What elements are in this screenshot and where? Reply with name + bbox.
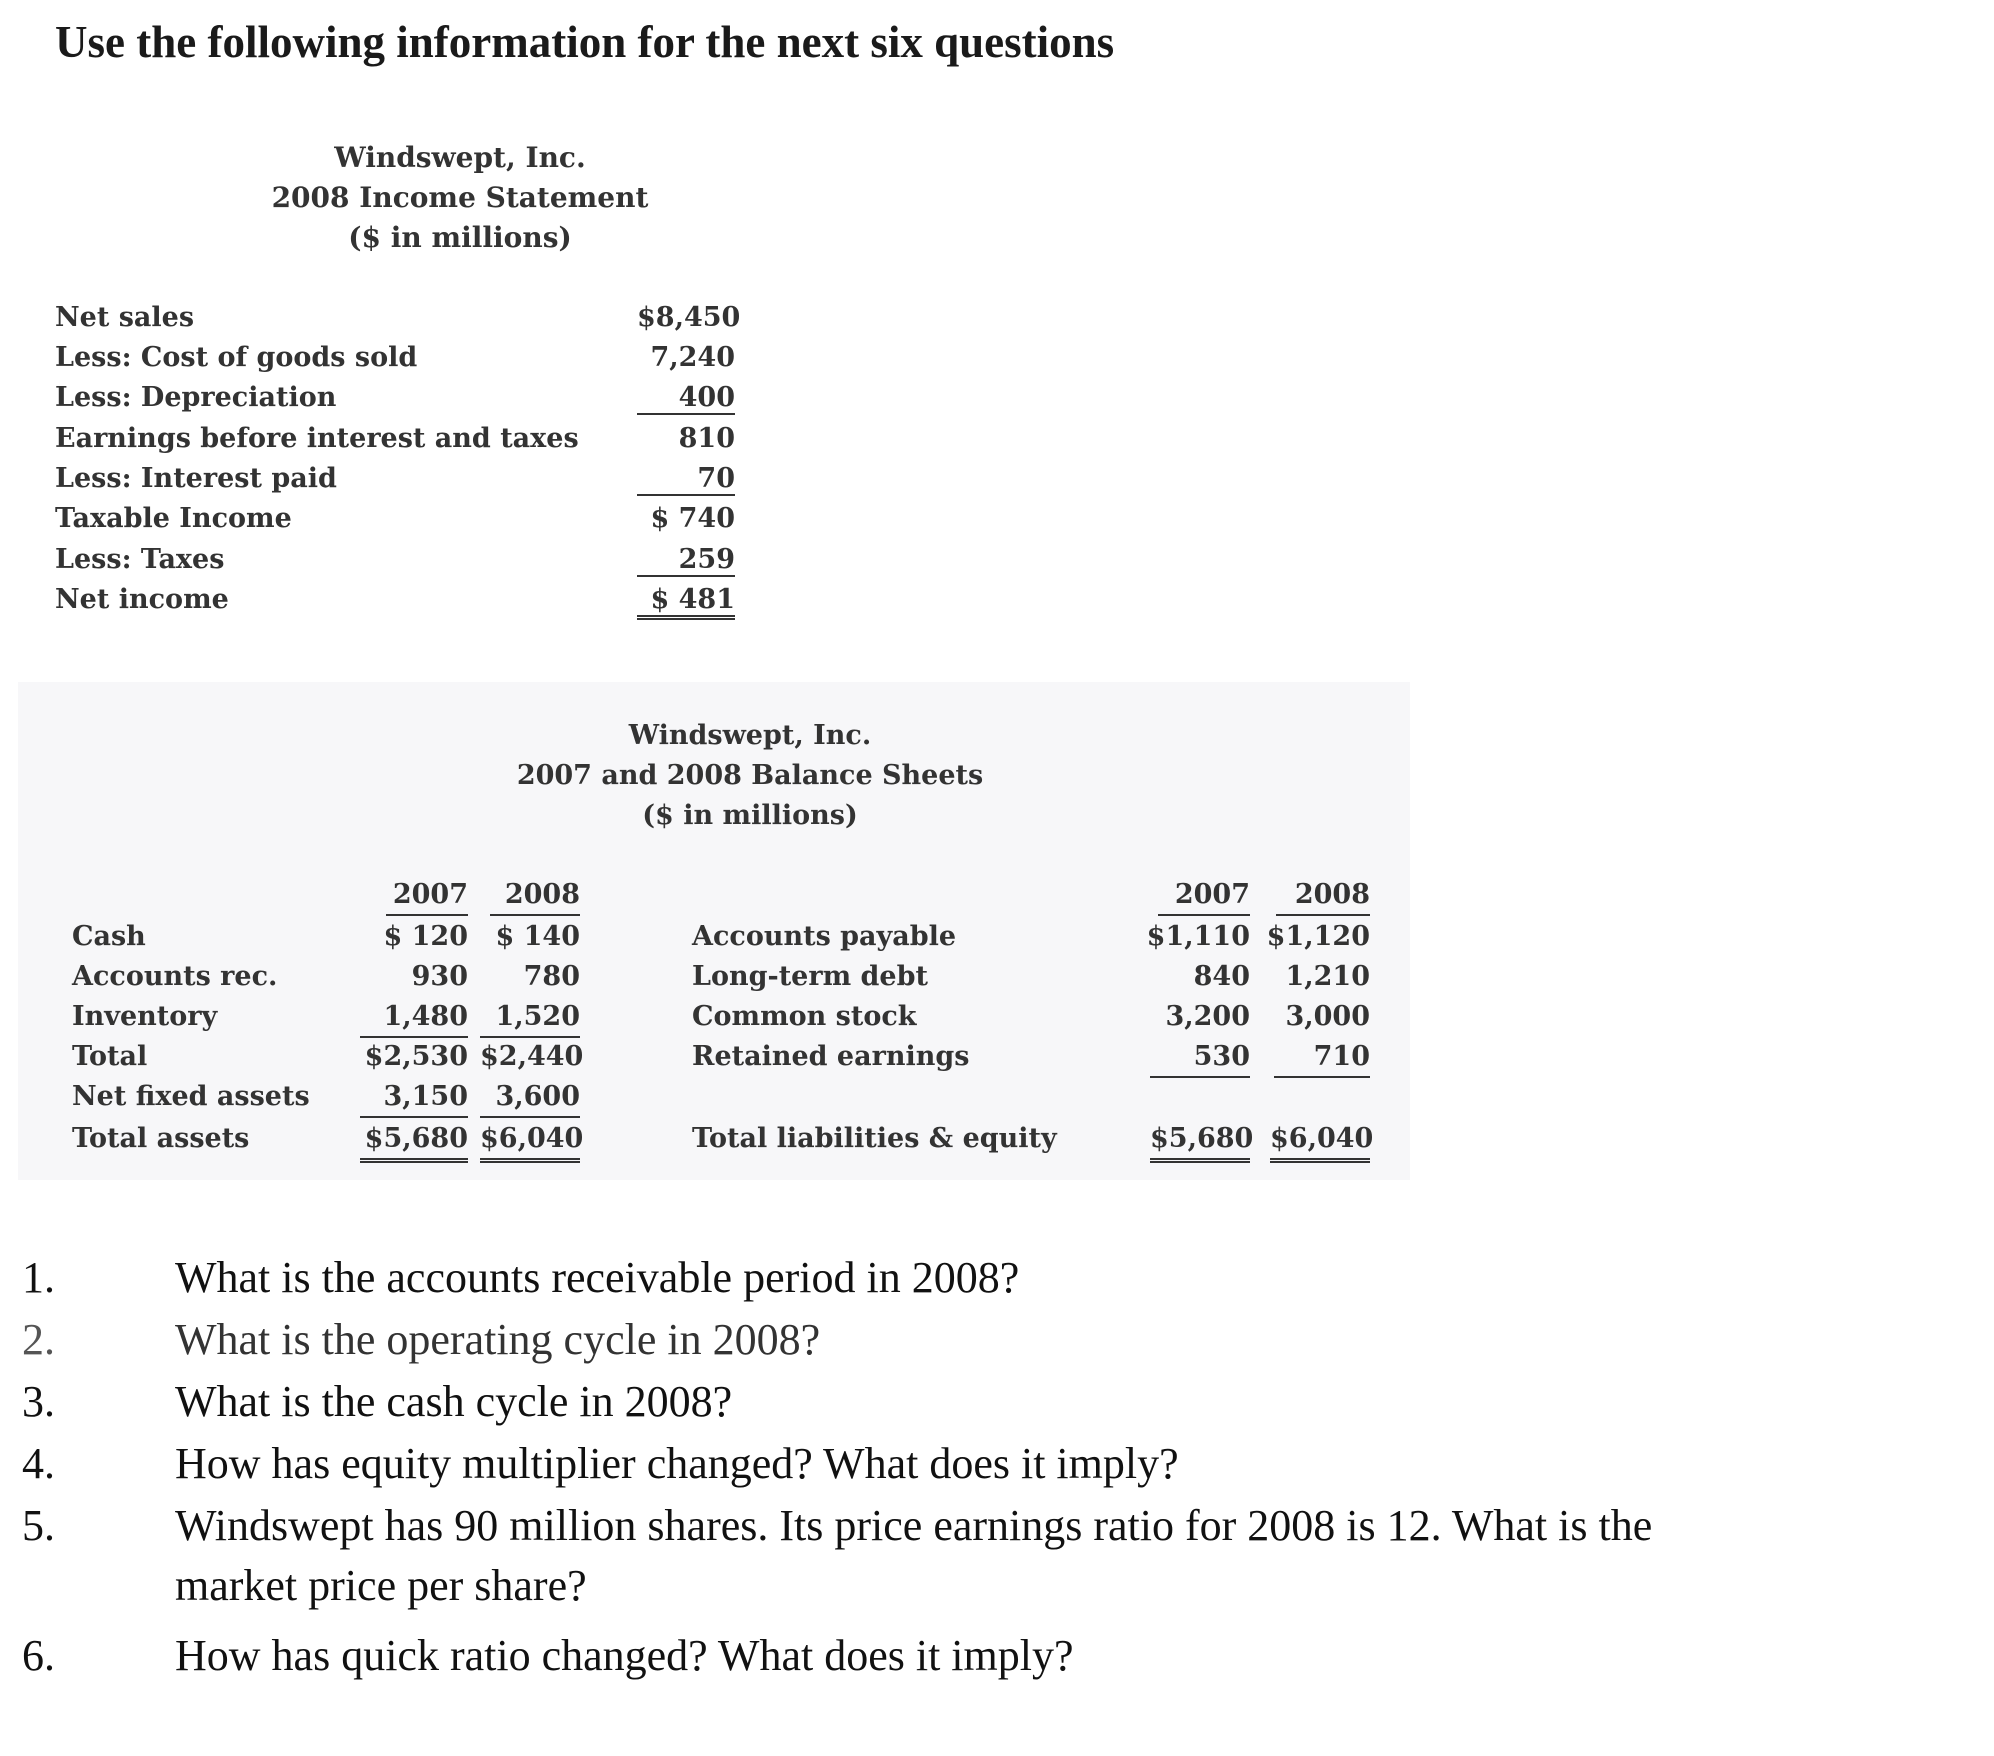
asset-value-2007: $2,530 (364, 1041, 468, 1072)
income-row-label: Less: Depreciation (55, 382, 337, 413)
income-row-value: 70 (637, 463, 735, 496)
asset-value-2007: 3,150 (360, 1078, 468, 1118)
income-row (55, 423, 735, 463)
liabilities-year-header: 2007 (1158, 876, 1250, 916)
liability-label: Accounts payable (692, 921, 957, 952)
asset-label: Net fixed assets (72, 1081, 310, 1112)
income-row-label: Earnings before interest and taxes (55, 423, 579, 454)
income-row-value: 400 (637, 382, 735, 415)
asset-label: Accounts rec. (72, 961, 278, 992)
asset-value-2008: $2,440 (480, 1041, 584, 1072)
asset-value-2007: $ 120 (383, 921, 468, 952)
balance-sheet-units: ($ in millions) (642, 800, 858, 831)
asset-label: Inventory (72, 1001, 218, 1032)
question-number: 2. (22, 1315, 55, 1364)
liability-value-2007: 530 (1150, 1038, 1250, 1078)
income-row-value: $ 740 (650, 503, 735, 534)
question-number: 5. (22, 1501, 55, 1550)
assets-year-header: 2007 (386, 876, 468, 916)
asset-value-2007: 1,480 (360, 998, 468, 1038)
income-row-label: Less: Interest paid (55, 463, 337, 494)
income-row (55, 503, 735, 543)
income-row (55, 544, 735, 584)
asset-value-2007: $5,680 (360, 1120, 468, 1163)
balance-sheet-company: Windswept, Inc. (628, 720, 872, 751)
income-row-label: Net income (55, 584, 229, 615)
liability-value-2007: 840 (1193, 961, 1250, 992)
question-number: 1. (22, 1253, 55, 1302)
income-statement-company: Windswept, Inc. (334, 141, 586, 174)
liability-value-2007: $1,110 (1146, 921, 1250, 952)
asset-value-2007: 930 (411, 961, 468, 992)
income-row-label: Net sales (55, 302, 195, 333)
income-row (55, 382, 735, 422)
question-text-continued: market price per share? (175, 1561, 587, 1610)
liability-value-2008: 1,210 (1285, 961, 1370, 992)
liability-value-2008: $1,120 (1266, 921, 1370, 952)
question-text: What is the accounts receivable period in 2008? (175, 1253, 1020, 1302)
asset-value-2008: 3,600 (480, 1078, 580, 1118)
income-row-value: $8,450 (637, 302, 741, 333)
liability-label: Total liabilities & equity (692, 1123, 1057, 1154)
liability-label: Retained earnings (692, 1041, 970, 1072)
income-row-label: Less: Taxes (55, 544, 225, 575)
liability-value-2007: $5,680 (1150, 1120, 1250, 1163)
income-row-value: 7,240 (650, 342, 735, 373)
income-row (55, 302, 741, 342)
liability-label: Long-term debt (692, 961, 928, 992)
income-row (55, 463, 735, 503)
income-row-value: 810 (678, 423, 735, 454)
question-text: What is the cash cycle in 2008? (175, 1377, 733, 1426)
liability-value-2007: 3,200 (1165, 1001, 1250, 1032)
question-text: How has quick ratio changed? What does it imply? (175, 1631, 1074, 1680)
income-row-label: Less: Cost of goods sold (55, 342, 418, 373)
liability-value-2008: 710 (1274, 1038, 1370, 1078)
liability-label: Common stock (692, 1001, 917, 1032)
question-number: 4. (22, 1439, 55, 1488)
income-row-value: 259 (637, 544, 735, 577)
asset-value-2008: $6,040 (480, 1120, 580, 1163)
page-heading: Use the following information for the next six questions (55, 17, 1115, 67)
income-statement-name: 2008 Income Statement (271, 181, 649, 214)
income-statement-units: ($ in millions) (348, 221, 572, 254)
question-text: How has equity multiplier changed? What does it imply? (175, 1439, 1179, 1488)
balance-sheet-title (490, 716, 1010, 836)
asset-label: Total (72, 1041, 148, 1072)
liabilities-year-header: 2008 (1276, 876, 1370, 916)
question-text: What is the operating cycle in 2008? (175, 1315, 821, 1364)
asset-value-2008: 780 (523, 961, 580, 992)
income-row (55, 342, 735, 382)
balance-sheet-name: 2007 and 2008 Balance Sheets (516, 760, 984, 791)
question-text: Windswept has 90 million shares. Its price earnings ratio for 2008 is 12. What is the (175, 1501, 1653, 1550)
asset-value-2008: 1,520 (480, 998, 580, 1038)
income-row (55, 584, 735, 624)
income-row-value: $ 481 (637, 584, 735, 620)
question-number: 6. (22, 1631, 55, 1680)
asset-value-2008: $ 140 (495, 921, 580, 952)
income-row-label: Taxable Income (55, 503, 292, 534)
question-number: 3. (22, 1377, 55, 1426)
assets-year-header: 2008 (490, 876, 580, 916)
income-statement-title (260, 138, 660, 258)
liability-value-2008: $6,040 (1270, 1120, 1370, 1163)
asset-label: Total assets (72, 1123, 250, 1154)
asset-label: Cash (72, 921, 146, 952)
liability-value-2008: 3,000 (1285, 1001, 1370, 1032)
